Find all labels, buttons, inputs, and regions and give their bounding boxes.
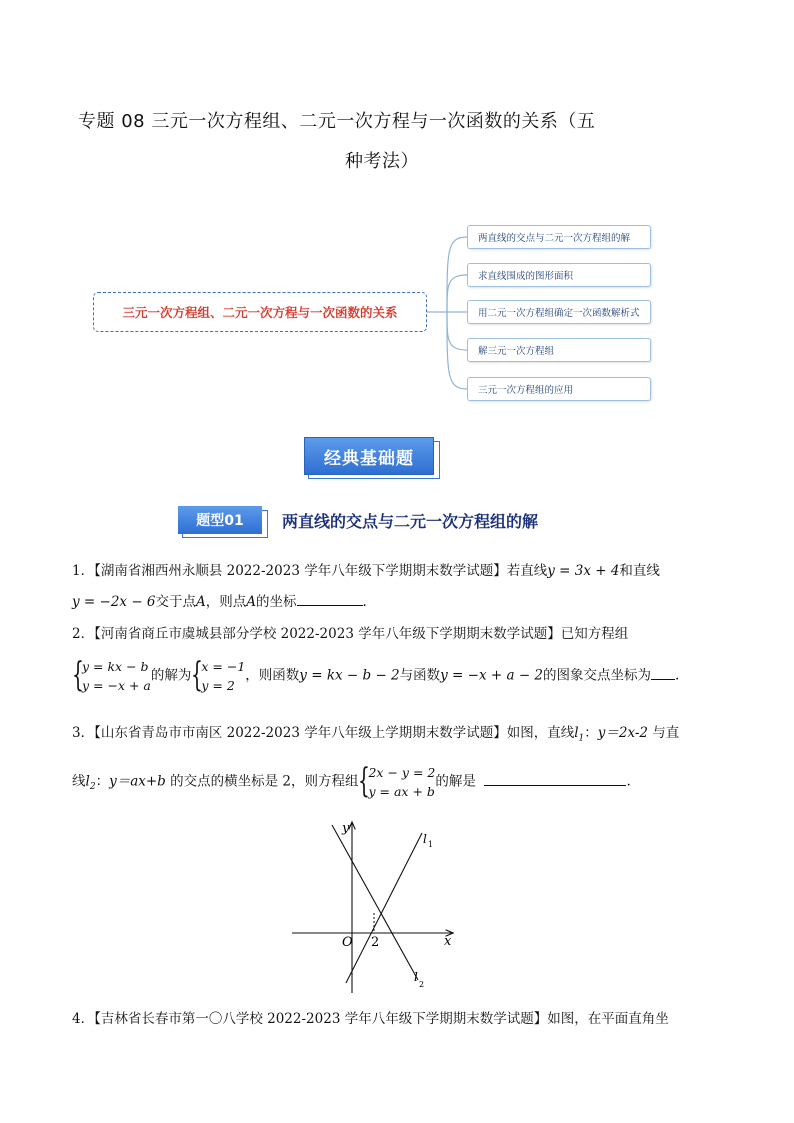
equation: y = ax + b	[368, 784, 435, 799]
q1-text: .	[362, 594, 367, 610]
q3-text: .	[626, 773, 631, 790]
question-type-tag	[178, 506, 268, 538]
q3-text: 线	[72, 773, 86, 790]
question-2-line-2	[72, 657, 679, 695]
q2-text: .	[675, 667, 680, 684]
question-type-title: 两直线的交点与二元一次方程组的解	[282, 512, 539, 531]
page-title	[78, 102, 718, 182]
equation: y = kx − b	[82, 659, 149, 674]
mindmap-node-solve-system: 解三元一次方程组	[467, 338, 651, 362]
q2-function-1: y = kx − b − 2	[299, 667, 400, 684]
mindmap-connectors	[0, 0, 794, 420]
q3-line-name: l	[85, 773, 90, 790]
question-2-line-1: 2．【河南省商丘市虞城县部分学校 2022-2023 学年八年级下学期期末数学试题】已知方程组	[72, 626, 629, 642]
q2-text: 与函数	[399, 667, 441, 684]
equation: x = −1	[201, 659, 246, 674]
question-4-line-1: 4．【吉林省长春市第一〇八学校 2022-2023 学年八年级下学期期末数学试题】如图，在平面直角坐	[72, 1011, 669, 1027]
q3-system: { 2x − y = 2 y = ax + b	[358, 761, 436, 801]
line-l1	[346, 833, 422, 983]
q2-function-2: y = −x + a − 2	[440, 667, 544, 684]
q3-line-name: l	[574, 725, 579, 741]
l2-label: l	[414, 970, 418, 984]
origin-label: O	[342, 935, 353, 950]
question-3-line-1	[72, 721, 679, 744]
q3-text: ：	[95, 773, 110, 790]
question-1-line-1	[72, 559, 660, 579]
q1-point: A	[196, 594, 206, 610]
equation: y = 2	[201, 678, 235, 693]
q2-text: 的解为	[150, 667, 192, 684]
q1-text: 交于点	[155, 594, 197, 610]
q1-point: A	[246, 594, 257, 610]
q1-source: 1．【湖南省湘西州永顺县 2022-2023 学年八年级下学期期末数学试题】若直线	[72, 563, 548, 579]
q3-source: 3．【山东省青岛市市南区 2022-2023 学年八年级上学期期末数学试题】如图，直线	[72, 725, 575, 741]
q3-text: 与直	[648, 725, 680, 741]
mindmap-root: 三元一次方程组、二元一次方程与一次函数的关系	[93, 292, 427, 332]
line-l2	[332, 825, 418, 980]
answer-blank[interactable]	[484, 774, 626, 786]
q1-line-equation-2: y = −2x − 6	[72, 594, 156, 610]
l1-subscript: 1	[428, 840, 434, 849]
mindmap-node-application: 三元一次方程组的应用	[467, 377, 651, 401]
mindmap-node-area: 求直线围成的图形面积	[467, 263, 651, 287]
q1-text: ，则点	[205, 594, 247, 610]
q2-text: 的图象交点坐标为	[543, 667, 652, 684]
equation: y = −x + a	[82, 678, 151, 693]
q3-equation-2: y＝ax+b	[109, 773, 166, 790]
mindmap-node-analytic-expression: 用二元一次方程组确定一次函数解析式	[467, 300, 651, 324]
x-tick-label: 2	[371, 935, 380, 950]
l1-label: l	[423, 832, 427, 846]
q1-text: 的坐标	[256, 594, 297, 610]
q1-text: 和直线	[619, 563, 660, 579]
q3-text: ：	[584, 725, 598, 741]
question-3-line-2	[72, 763, 631, 801]
equation: 2x − y = 2	[368, 765, 436, 780]
coordinate-graph	[290, 815, 460, 995]
tag-label: 题型01	[178, 506, 262, 534]
q3-text: 的交点的横坐标是 2，则方程组	[165, 773, 359, 790]
l2-subscript: 2	[419, 980, 425, 989]
x-axis-label: x	[444, 934, 452, 949]
question-1-line-2	[72, 590, 367, 610]
answer-blank[interactable]	[651, 668, 675, 680]
answer-blank[interactable]	[297, 594, 363, 606]
q3-text: 的解是	[435, 773, 476, 790]
q1-line-equation-1: y = 3x + 4	[547, 563, 620, 579]
q3-line-subscript: 1	[578, 733, 585, 744]
section-banner	[304, 437, 440, 481]
banner-label: 经典基础题	[304, 437, 434, 475]
title-line-1: 专题 08 三元一次方程组、二元一次方程与一次函数的关系（五	[78, 111, 596, 132]
q3-equation-1: y＝2x-2	[597, 725, 649, 741]
q3-line-subscript: 2	[89, 782, 96, 793]
title-line-2: 种考法）	[345, 151, 419, 172]
q2-text: ，则函数	[245, 667, 300, 684]
q2-system-2: { x = −1 y = 2	[191, 655, 246, 695]
y-axis-label: y	[342, 821, 350, 836]
q2-system-1: { y = kx − b y = −x + a	[72, 655, 151, 695]
mindmap-node-intersection: 两直线的交点与二元一次方程组的解	[467, 225, 651, 249]
